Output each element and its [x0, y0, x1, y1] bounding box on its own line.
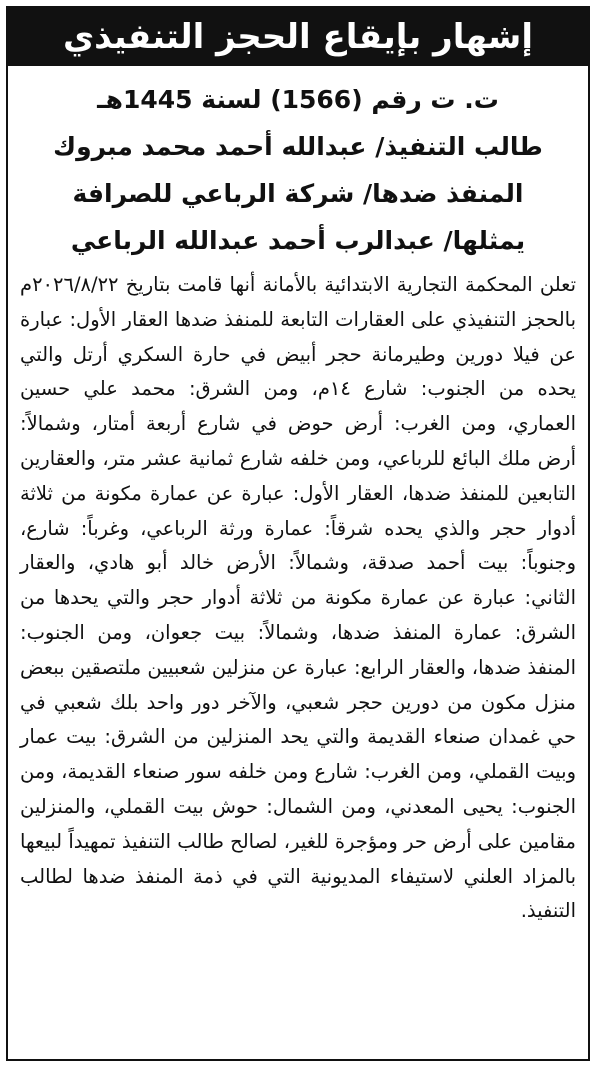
claimant-name: طالب التنفيذ/ عبدالله أحمد محمد مبروك: [53, 132, 543, 161]
case-number: ت. ت رقم (1566) لسنة 1445هـ: [97, 85, 499, 114]
notice-banner-title: إشهار بإيقاع الحجز التنفيذي: [8, 8, 588, 66]
representative-name: يمثلها/ عبدالرب أحمد عبدالله الرباعي: [70, 226, 526, 255]
defendant-name: المنفذ ضدها/ شركة الرباعي للصرافة: [72, 179, 524, 208]
notice-body: تعلن المحكمة التجارية الابتدائية بالأمانة أنها قامت بتاريخ ٢٠٢٦/٨/٢٢م بالحجز التنفيذي على العقارات التابعة للمنفذ ضدها العقار الأول: عبارة عن فيلا دورين وطيرمانة حجر أبيض في حارة السكري أرتل والتي يحده من الجنوب: شارع ١٤م، ومن الشرق: محمد علي حسين العماري، ومن الغرب: أرض حوض في شارع أربعة أمتار، وشمالاً: أرض ملك البائع للرباعي، ومن خلفه شارع ثمانية عشر متر، والعقارين التابعين للمنفذ ضدها، العقار الأول: عبارة عن عمارة مكونة من ثلاثة أدوار حجر والذي يحده شرقاً: عمارة ورثة الرباعي، وغرباً: شارع، وجنوباً: بيت أحمد صدقة، وشمالاً: الأرض خالد أبو هادي، والعقار الثاني: عبارة عن عمارة مكونة من ثلاثة أدوار حجر والتي يحدها من الشرق: عمارة المنفذ ضدها، وشمالاً: بيت جعوان، ومن الجنوب: المنفذ ضدها، والعقار الرابع: عبارة عن منزلين شعبيين ملتصقين ببعض منزل مكون من دورين حجر شعبي، والآخر دور واحد بلك شعبي في حي غمدان صنعاء القديمة والتي يحد المنزلين من الشرق: بيت عمار وبيت القملي، ومن الغرب: شارع ومن خلفه سور صنعاء القديمة، ومن الجنوب: يحيى المعدني، ومن الشمال: حوش بيت القملي، والمنزلين مقامين على أرض حر ومؤجرة للغير، لصالح طالب التنفيذ تمهيداً لبيعها بالمزاد العلني لاستيفاء المديونية التي في ذمة المنفذ ضدها لطالب التنفيذ.: [20, 273, 576, 923]
case-headlines: [8, 66, 588, 264]
court-notice: [6, 6, 590, 1061]
